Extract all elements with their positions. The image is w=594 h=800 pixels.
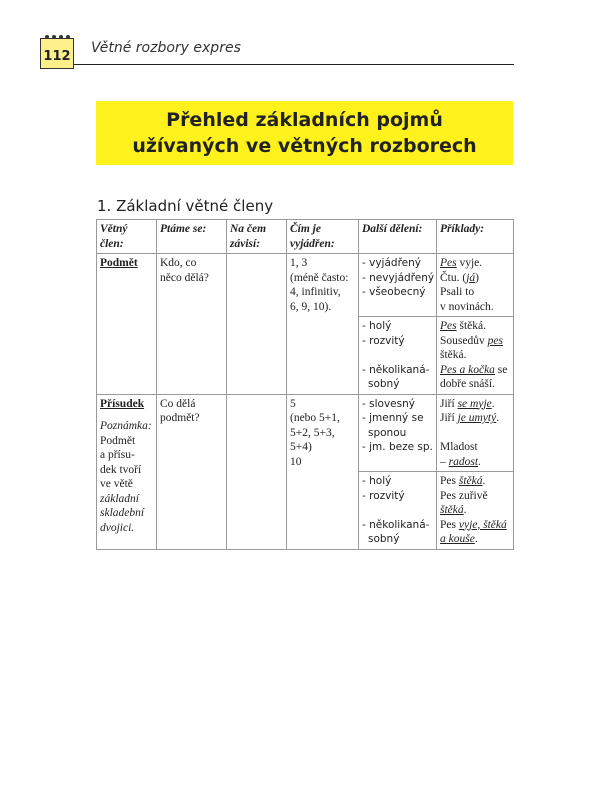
header-rule [74,64,514,65]
division-cell: - slovesný - jmenný se sponou - jm. beze sp. [359,394,437,472]
table-row [97,394,514,472]
header-cell: Další dělení: [359,220,437,254]
division-cell: - vyjádřený - nevyjádřený - všeobecný [359,254,437,317]
depends-cell [227,394,287,549]
page-number-badge [40,38,74,69]
header-cell: Větný člen: [97,220,157,254]
depends-cell [227,254,287,395]
division-cell: - holý - rozvitý - několikaná- sobný [359,317,437,395]
header-cell: Na čem závisí: [227,220,287,254]
chapter-title-line2: užívaných ve větných rozborech [132,135,477,157]
book-title: Větné rozbory expres [91,40,241,56]
header-cell: Příklady: [437,220,514,254]
section-heading: 1. Základní větné členy [97,197,274,215]
member-cell-prisudek: Přísudek Poznámka: Podmět a přísu- dek tvoří ve větě základní skladební dvojici. [97,394,157,549]
chapter-title-box [96,101,513,165]
member-cell-podmet: Podmět [97,254,157,395]
example-cell: Pes štěká. Pes zuřivě štěká. Pes vyje, štěká a kouše. [437,472,514,550]
example-cell: Pes vyje. Čtu. (já) Psali to v novinách. [437,254,514,317]
page-number: 112 [43,49,71,64]
example-cell: Pes štěká. Sousedův pes štěká. Pes a kočka se dobře snáší. [437,317,514,395]
header-cell: Ptáme se: [157,220,227,254]
division-cell: - holý - rozvitý - několikaná- sobný [359,472,437,550]
question-cell: Co dělá podmět? [157,394,227,549]
sentence-members-table [96,219,514,550]
expressed-cell: 5 (nebo 5+1, 5+2, 5+3, 5+4) 10 [287,394,359,549]
example-cell: Jiří se myje. Jiří je umytý. Mladost – radost. [437,394,514,472]
chapter-title-line1: Přehled základních pojmů [166,109,443,131]
question-cell: Kdo, co něco dělá? [157,254,227,395]
expressed-cell: 1, 3 (méně často: 4, infinitiv, 6, 9, 10). [287,254,359,395]
table-header-row [97,220,514,254]
header-cell: Čím je vyjádřen: [287,220,359,254]
table-row [97,254,514,317]
